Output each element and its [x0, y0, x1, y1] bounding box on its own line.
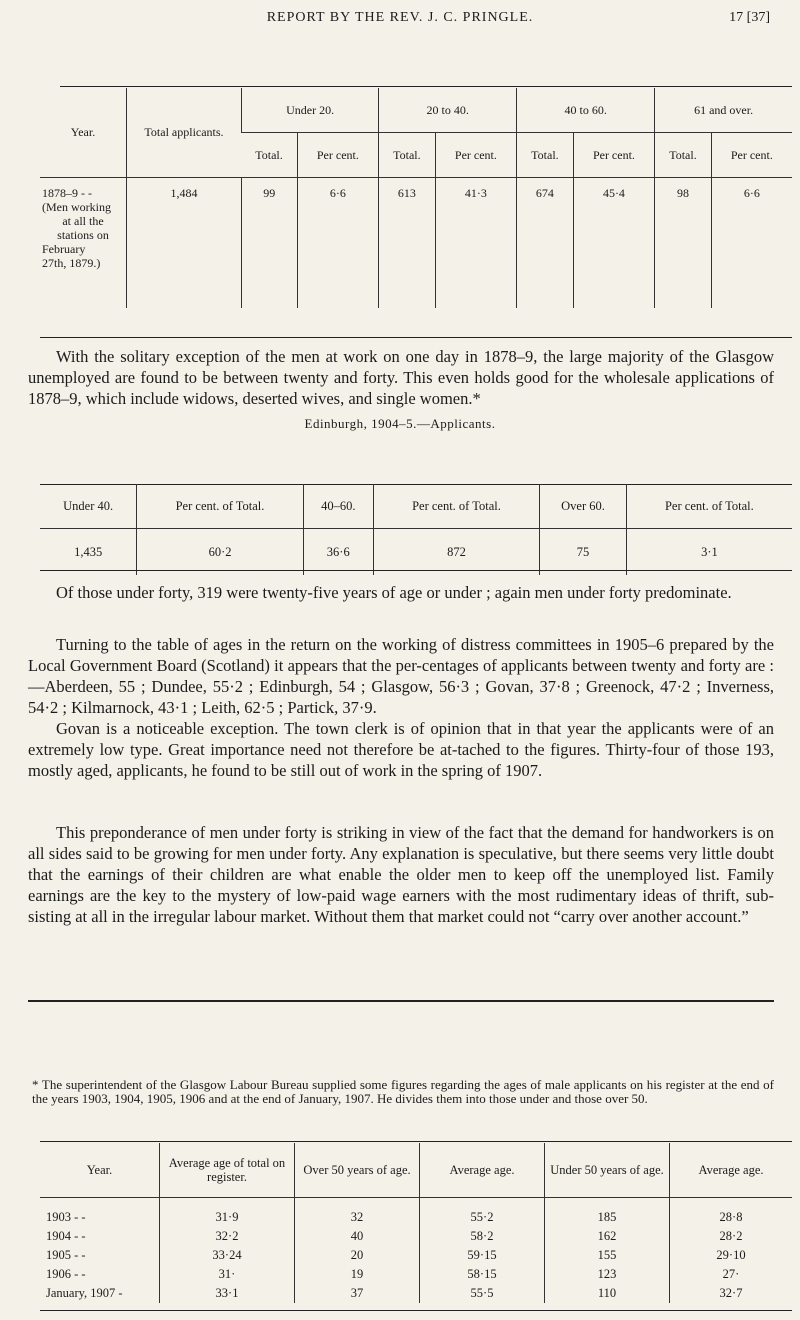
cell: 1,435	[74, 544, 103, 559]
cell: 110	[545, 1284, 670, 1303]
table3-bottom-rule	[40, 1310, 792, 1311]
th-percent-total: Per cent. of Total.	[373, 484, 540, 529]
cell-total-applicants: 1,484	[127, 178, 242, 309]
paragraph-text: This preponderance of men under forty is striking in view of the fact that the demand for handworkers is on all sides said to be growing for men under forty. Any explanation is speculative, but there seems very little doubt that the earnings of their children are what enable the older men to keep off the unemployed list. Family earnings are the key to the mystery of low-paid wage earners with the most rudimentary ideas of thrift, sub-sisting at all in the irregular labour market. Without them that market could not “carry over another account.”	[28, 823, 774, 926]
th-average-age: Average age.	[420, 1143, 545, 1198]
th-percent: Per cent.	[573, 133, 655, 178]
table2-caption: Edinburgh, 1904–5.—Applicants.	[304, 416, 496, 431]
paragraph-text: Of those under forty, 319 were twenty-five years of age or under ; again men under forty predominate.	[56, 583, 732, 602]
th-average-age-total: Average age of total on register.	[160, 1143, 295, 1198]
cell: 19	[295, 1265, 420, 1284]
th-total-applicants: Total applicants.	[127, 88, 242, 178]
paragraph-text: Govan is a noticeable exception. The town clerk is of opinion that in that year the applicants were of an extremely low type. Great importance need not therefore be at-tached to the figures. Thirty-four of those 193, mostly aged, applicants, he found to be still out of work in the spring of 1907.	[28, 719, 774, 780]
th-year: Year.	[40, 1143, 160, 1198]
th-40-60: 40–60.	[303, 484, 373, 529]
table-row	[40, 529, 792, 576]
cell: 162	[545, 1227, 670, 1246]
table1-top-rule	[60, 86, 792, 87]
year-line: at all the	[62, 214, 104, 228]
th-percent-total: Per cent. of Total.	[626, 484, 792, 529]
cell: 60·2	[137, 529, 304, 576]
cell: 31·9	[160, 1198, 295, 1228]
cell: 32	[295, 1198, 420, 1228]
cell: 28·8	[670, 1198, 793, 1228]
cell: 674	[517, 178, 573, 309]
cell: 55·2	[420, 1198, 545, 1228]
cell: 36·6	[303, 529, 373, 576]
year-line: 1878–9 - -	[42, 186, 92, 200]
cell: 98	[655, 178, 711, 309]
th-percent: Per cent.	[435, 133, 517, 178]
cell: 6·6	[711, 178, 792, 309]
cell: 55·5	[420, 1284, 545, 1303]
th-percent-total: Per cent. of Total.	[137, 484, 304, 529]
cell: 155	[545, 1246, 670, 1265]
th-under-50: Under 50 years of age.	[545, 1143, 670, 1198]
running-title: REPORT BY THE REV. J. C. PRINGLE.	[266, 10, 534, 25]
table-row	[40, 178, 792, 309]
cell: 40	[295, 1227, 420, 1246]
th-40-to-60: 40 to 60.	[517, 88, 655, 133]
cell: 99	[242, 178, 298, 309]
cell: 37	[295, 1284, 420, 1303]
cell: 58·2	[420, 1227, 545, 1246]
th-total: Total.	[517, 133, 573, 178]
cell: 75	[540, 529, 627, 576]
cell: 29·10	[670, 1246, 793, 1265]
cell: 32·2	[160, 1227, 295, 1246]
cell: 872	[373, 529, 540, 576]
cell: 41·3	[435, 178, 517, 309]
th-percent: Per cent.	[297, 133, 379, 178]
cell: 33·1	[160, 1284, 295, 1303]
th-20-to-40: 20 to 40.	[379, 88, 517, 133]
th-year: Year.	[40, 88, 127, 178]
year-line: 27th, 1879.)	[42, 256, 101, 270]
cell: 3·1	[626, 529, 792, 576]
th-under-40: Under 40.	[40, 484, 137, 529]
cell-year: 1904 - -	[46, 1229, 86, 1243]
paragraph	[28, 822, 774, 927]
table2-bottom-rule	[40, 570, 792, 571]
paragraph-text: Turning to the table of ages in the return on the working of distress committees in 1905–6 prepared by the Local Government Board (Scotland) it appears that the per-centages of applicants between twenty and forty are :—Aberdeen, 55 ; Dundee, 55·2 ; Edinburgh, 54 ; Glasgow, 56·3 ; Govan, 37·8 ; Greenock, 47·2 ; Inverness, 54·2 ; Kilmarnock, 43·1 ; Leith, 62·5 ; Partick, 37·9.	[28, 635, 774, 717]
year-cell	[40, 178, 127, 309]
paragraph	[28, 346, 774, 409]
page-header	[0, 10, 800, 34]
cell-year: 1905 - -	[46, 1248, 86, 1262]
paragraph-text: With the solitary exception of the men at work on one day in 1878–9, the large majority of the Glasgow unemployed are found to be between twenty and forty. This even holds good for the wholesale applications of 1878–9, which include widows, deserted wives, and single women.*	[28, 347, 774, 408]
th-total: Total.	[655, 133, 711, 178]
cell: 20	[295, 1246, 420, 1265]
cell: 31·	[160, 1265, 295, 1284]
th-total: Total.	[255, 147, 283, 162]
paragraph	[28, 634, 774, 718]
cell-year: 1906 - -	[46, 1267, 86, 1281]
edinburgh-applicants-table	[40, 484, 792, 575]
page-number: 17 [37]	[729, 10, 770, 25]
paragraph	[28, 582, 774, 603]
cell: 33·24	[160, 1246, 295, 1265]
th-over-50: Over 50 years of age.	[295, 1143, 420, 1198]
year-line: stations on	[57, 228, 109, 242]
table-row	[40, 1246, 792, 1265]
table-row	[40, 1198, 792, 1228]
glasgow-ages-table	[40, 88, 792, 308]
cell-year: 1903 - -	[46, 1210, 86, 1224]
table-row	[40, 1265, 792, 1284]
th-total: Total.	[379, 133, 435, 178]
table-row	[40, 1284, 792, 1303]
th-61-and-over: 61 and over.	[655, 88, 792, 133]
th-average-age: Average age.	[670, 1143, 793, 1198]
cell: 6·6	[297, 178, 379, 309]
table3-top-rule	[40, 1141, 792, 1142]
cell: 123	[545, 1265, 670, 1284]
year-line: February	[42, 242, 86, 256]
th-over-60: Over 60.	[540, 484, 627, 529]
cell: 27·	[670, 1265, 793, 1284]
paragraph	[28, 718, 774, 781]
footnote-rule	[28, 1000, 774, 1002]
glasgow-register-ages-table	[40, 1143, 792, 1303]
th-under-20: Under 20.	[242, 88, 379, 133]
cell: 185	[545, 1198, 670, 1228]
table1-bottom-rule	[40, 337, 792, 338]
year-line: (Men working	[42, 200, 111, 214]
table-row	[40, 1227, 792, 1246]
cell: 32·7	[670, 1284, 793, 1303]
cell: 613	[379, 178, 435, 309]
cell: 28·2	[670, 1227, 793, 1246]
cell: 58·15	[420, 1265, 545, 1284]
footnote: * The superintendent of the Glasgow Labour Bureau supplied some figures regarding the ages of male applicants on his register at the end of the years 1903, 1904, 1905, 1906 and at the end of January, 1907. He divides them into those under and those over 50.	[32, 1077, 774, 1106]
th-percent: Per cent.	[711, 133, 792, 178]
cell: 59·15	[420, 1246, 545, 1265]
cell: 45·4	[573, 178, 655, 309]
cell-year: January, 1907 -	[46, 1286, 123, 1300]
